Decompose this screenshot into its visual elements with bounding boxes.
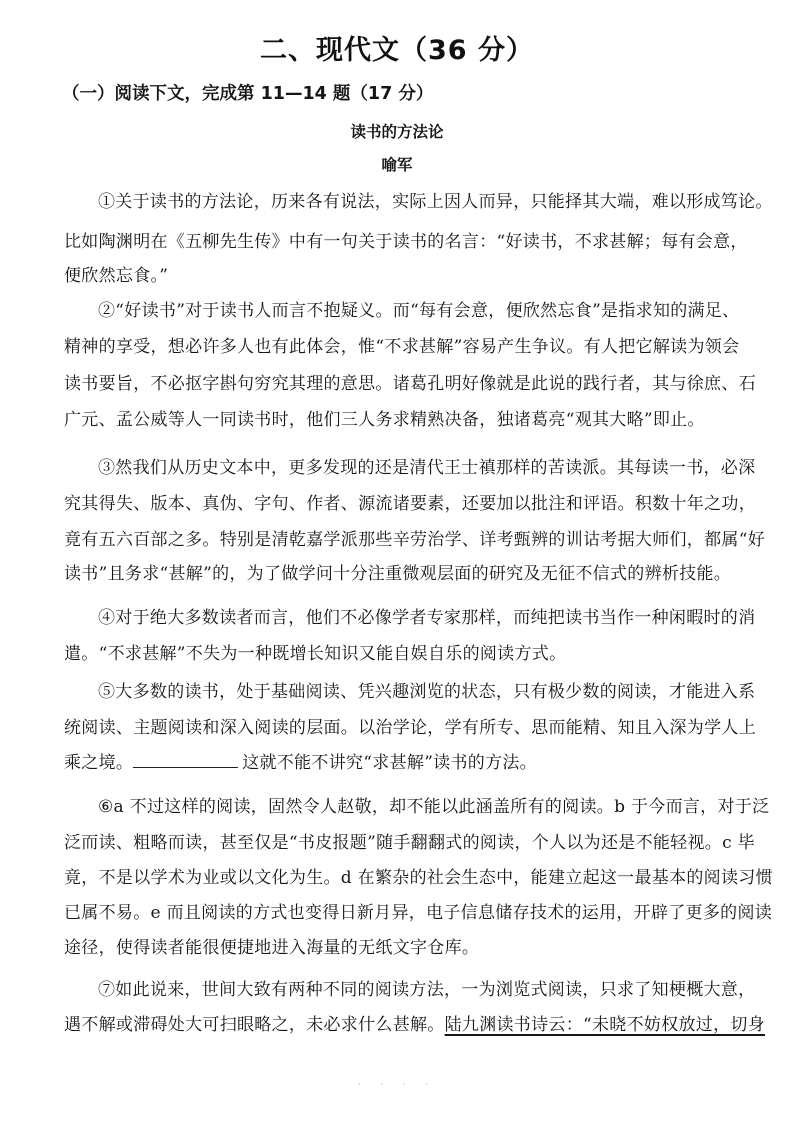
- paragraph-1-line-2: 比如陶渊明在《五柳先生传》中有一句关于读书的名言：“好读书，不求甚解；每有会意，: [64, 232, 748, 252]
- paragraph-6-line-4: 已属不易。e 而且阅读的方式也变得日新月异，电子信息储存技术的运用，开辟了更多的阅读: [64, 903, 773, 923]
- paragraph-6-line-1: ⑥a 不过这样的阅读，固然令人赵敬，却不能以此涵盖所有的阅读。b 于今而言，对于泛: [98, 797, 770, 817]
- paragraph-6-line-2: 泛而读、粗略而读，甚至仅是“书皮报题”随手翻翻式的阅读，个人以为还是不能轻视。c 毕: [64, 833, 755, 853]
- paragraph-1-line-3: 便欣然忘食。”: [64, 266, 169, 286]
- paragraph-7-line-2: [64, 1013, 765, 1037]
- subsection-heading: （一）阅读下文，完成第 11—14 题（17 分）: [62, 84, 434, 104]
- paragraph-6-line-3: 竟，不是以学术为业或以文化为生。d 在繁杂的社会生态中，能建立起这一最基本的阅读习惯: [64, 868, 773, 888]
- paragraph-7-line-2-plain: 遇不解或滞碍处大可扫眼略之，未必求什么甚解。: [64, 1015, 445, 1035]
- paragraph-2-line-3: 读书要旨，不必抠字斟句穷究其理的意思。诸葛孔明好像就是此说的践行者，其与徐庶、石: [64, 374, 756, 394]
- article-author: 喻军: [381, 155, 413, 174]
- paragraph-4-line-1: ④对于绝大多数读者而言，他们不必像学者专家那样，而纯把读书当作一种闲暇时的消: [98, 608, 756, 628]
- page-footer-marks: · · · ·: [357, 1080, 437, 1091]
- paragraph-5-line-1: ⑤大多数的读书，处于基础阅读、凭兴趣浏览的状态，只有极少数的阅读，才能进入系: [98, 682, 756, 702]
- paragraph-3-line-2: 究其得失、版本、真伪、字句、作者、源流诸要素，还要加以批注和评语。积数十年之功，: [64, 494, 756, 514]
- paragraph-2-line-2: 精神的享受，想必许多人也有此体会，惟“不求甚解”容易产生争议。有人把它解读为领会: [64, 337, 740, 357]
- paragraph-7-line-1: ⑦如此说来，世间大致有两种不同的阅读方法，一为浏览式阅读，只求了知梗概大意，: [98, 980, 756, 1000]
- paragraph-5-line-3-start: 乘之境。: [64, 753, 134, 773]
- fill-in-blank[interactable]: [133, 753, 238, 768]
- paragraph-4-line-2: 遣。“不求甚解”不失为一种既增长知识又能自娱自乐的阅读方式。: [64, 644, 567, 664]
- article-title: 读书的方法论: [350, 122, 444, 141]
- underlined-quote: 陆九渊读书诗云：“未晓不妨权放过，切身: [444, 1015, 765, 1035]
- paragraph-5-line-3: [64, 751, 732, 775]
- paragraph-5-line-3-end: 这就不能不讲究“求甚解”读书的方法。: [242, 753, 537, 773]
- paragraph-1-line-1: ①关于读书的方法论，历来各有说法，实际上因人而异，只能择其大端，难以形成笃论。: [98, 192, 773, 212]
- paragraph-3-line-4: 读书”且务求“甚解”的，为了做学问十分注重微观层面的研究及无征不信式的辨析技能。: [64, 564, 732, 584]
- paragraph-5-line-2: 统阅读、主题阅读和深入阅读的层面。以治学论，学有所专、思而能精、知且入深为学人上: [64, 718, 756, 738]
- paragraph-3-line-1: ③然我们从历史文本中，更多发现的还是清代王士禛那样的苦读派。其每读一书，必深: [98, 458, 756, 478]
- paragraph-2-line-1: ②“好读书”对于读书人而言不抱疑义。而“每有会意，便欣然忘食”是指求知的满足、: [98, 301, 740, 321]
- section-title: 二、现代文（36 分）: [260, 35, 534, 66]
- paragraph-3-line-3: 竟有五六百部之多。特别是清乾嘉学派那些辛劳治学、详考甄辨的训诂考据大师们，都属“好: [64, 530, 765, 550]
- paragraph-6-line-5: 途径，使得读者能很便捷地进入海量的无纸文字仓库。: [64, 938, 480, 958]
- paragraph-2-line-4: 广元、孟公威等人一同读书时，他们三人务求精熟决备，独诸葛亮“观其大略”即止。: [64, 410, 705, 430]
